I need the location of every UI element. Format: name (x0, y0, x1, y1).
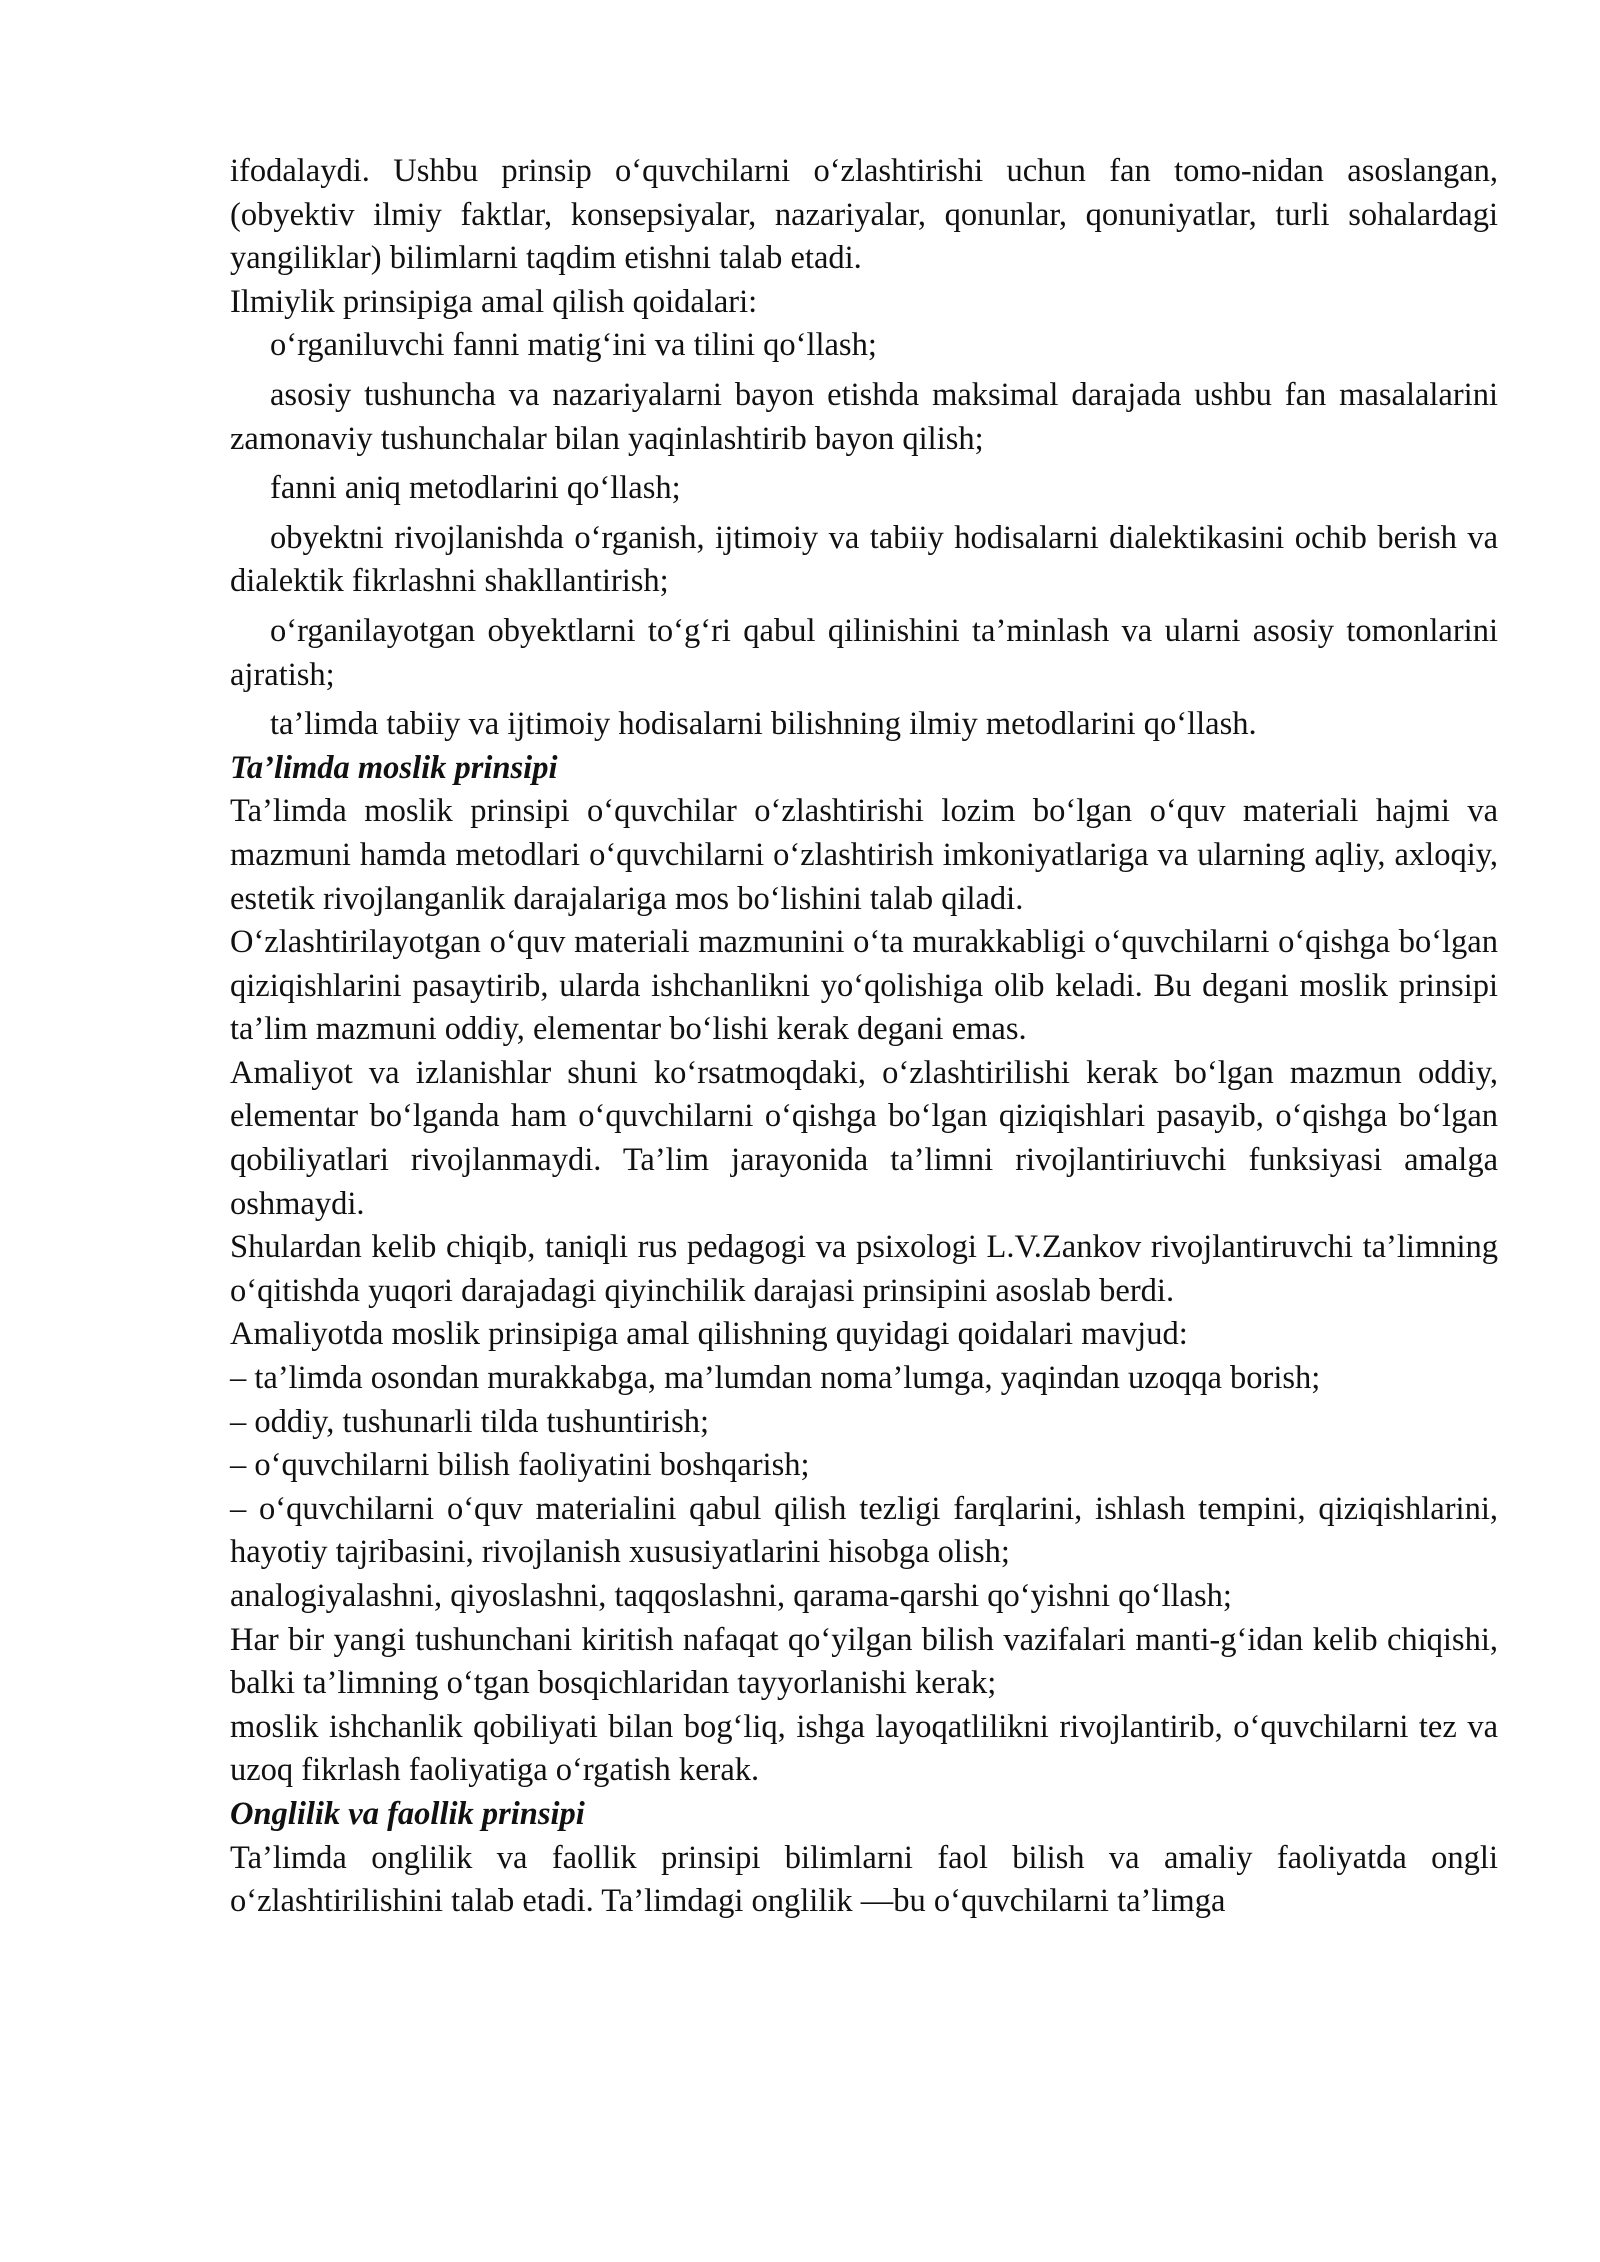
paragraph: ifodalaydi. Ushbu prinsip o‘quvchilarni o‘zlashtirishi uchun fan tomo-nidan asoslangan, (obyektiv ilmiy faktlar, konsepsiyalar, nazariyalar, qonunlar, qonuniyatlar, turli sohalardagi yangiliklar) bilimlarni taqdim etishni talab etadi. (230, 153, 1498, 277)
document-page (230, 150, 1498, 1924)
paragraph: Ilmiylik prinsipiga amal qilish qoidalari: (230, 283, 758, 320)
paragraph: moslik ishchanlik qobiliyati bilan bog‘liq, ishga layoqatlilikni rivojlantirib, o‘quvchilarni tez va uzoq fikrlash faoliyatiga o‘rgatish kerak. (230, 1708, 1498, 1789)
paragraph: O‘zlashtirilayotgan o‘quv materiali mazmunini o‘ta murakkabligi o‘quvchilarni o‘qishga bo‘lgan qiziqishlarini pasaytirib, ularda ishchanlikni yo‘qolishiga olib keladi. Bu degani moslik prinsipi ta’lim mazmuni oddiy, elementar bo‘lishi kerak degani emas. (230, 924, 1498, 1048)
paragraph: Amaliyot va izlanishlar shuni ko‘rsatmoqdaki, o‘zlashtirilishi kerak bo‘lgan mazmun oddiy, elementar bo‘lganda ham o‘quvchilarni o‘qishga bo‘lgan qiziqishlari pasayib, o‘qishga bo‘lgan qobiliyatlari rivojlanmaydi. Ta’lim jarayonida ta’limni rivojlantiriuvchi funksiyasi amalga oshmaydi. (230, 1054, 1498, 1222)
list-item: – oddiy, tushunarli tilda tushuntirish; (230, 1403, 710, 1440)
paragraph: Amaliyotda moslik prinsipiga amal qilishning quyidagi qoidalari mavjud: (230, 1316, 1188, 1353)
list-item: ta’limda tabiiy va ijtimoiy hodisalarni bilishning ilmiy metodlarini qo‘llash. (270, 706, 1257, 743)
list-item: – o‘quvchilarni bilish faoliyatini boshqarish; (230, 1447, 810, 1484)
paragraph: Shulardan kelib chiqib, taniqli rus pedagogi va psixologi L.V.Zankov rivojlantiruvchi ta’limning o‘qitishda yuqori darajadagi qiyinchilik darajasi prinsipini asoslab berdi. (230, 1229, 1498, 1309)
list-item: asosiy tushuncha va nazariyalarni bayon etishda maksimal darajada ushbu fan masalalarini zamonaviy tushunchalar bilan yaqinlashtirib bayon qilish; (230, 376, 1498, 457)
paragraph: Ta’limda moslik prinsipi o‘quvchilar o‘zlashtirishi lozim bo‘lgan o‘quv materiali hajmi va mazmuni hamda metodlari o‘quvchilarni o‘zlashtirish imkoniyatlariga va ularning aqliy, axloqiy, estetik rivojlanganlik darajalariga mos bo‘lishini talab qiladi. (230, 793, 1498, 917)
list-item: o‘rganilayotgan obyektlarni to‘g‘ri qabul qilinishini ta’minlash va ularni asosiy tomonlarini ajratish; (230, 612, 1498, 693)
list-item: – o‘quvchilarni o‘quv materialini qabul qilish tezligi farqlarini, ishlash tempini, qiziqishlarini, hayotiy tajribasini, rivojlanish xususiyatlarini hisobga olish; (230, 1490, 1498, 1571)
list-item: obyektni rivojlanishda o‘rganish, ijtimoiy va tabiiy hodisalarni dialektikasini ochib berish va dialektik fikrlashni shakllantirish; (230, 519, 1498, 600)
section-heading: Ta’limda moslik prinsipi (230, 749, 558, 786)
list-item: o‘rganiluvchi fanni matig‘ini va tilini qo‘llash; (270, 327, 877, 364)
paragraph: Ta’limda onglilik va faollik prinsipi bilimlarni faol bilish va amaliy faoliyatda ongli o‘zlashtirilishini talab etadi. Ta’limdagi onglilik —bu o‘quvchilarni ta’limga (230, 1839, 1498, 1920)
paragraph: Har bir yangi tushunchani kiritish nafaqat qo‘yilgan bilish vazifalari manti-g‘idan kelib chiqishi, balki ta’limning o‘tgan bosqichlaridan tayyorlanishi kerak; (230, 1621, 1498, 1702)
list-item: fanni aniq metodlarini qo‘llash; (270, 470, 681, 507)
paragraph: analogiyalashni, qiyoslashni, taqqoslashni, qarama-qarshi qo‘yishni qo‘llash; (230, 1578, 1232, 1614)
section-heading: Onglilik va faollik prinsipi (230, 1795, 585, 1832)
list-item: – ta’limda osondan murakkabga, ma’lumdan noma’lumga, yaqindan uzoqqa borish; (230, 1360, 1321, 1397)
